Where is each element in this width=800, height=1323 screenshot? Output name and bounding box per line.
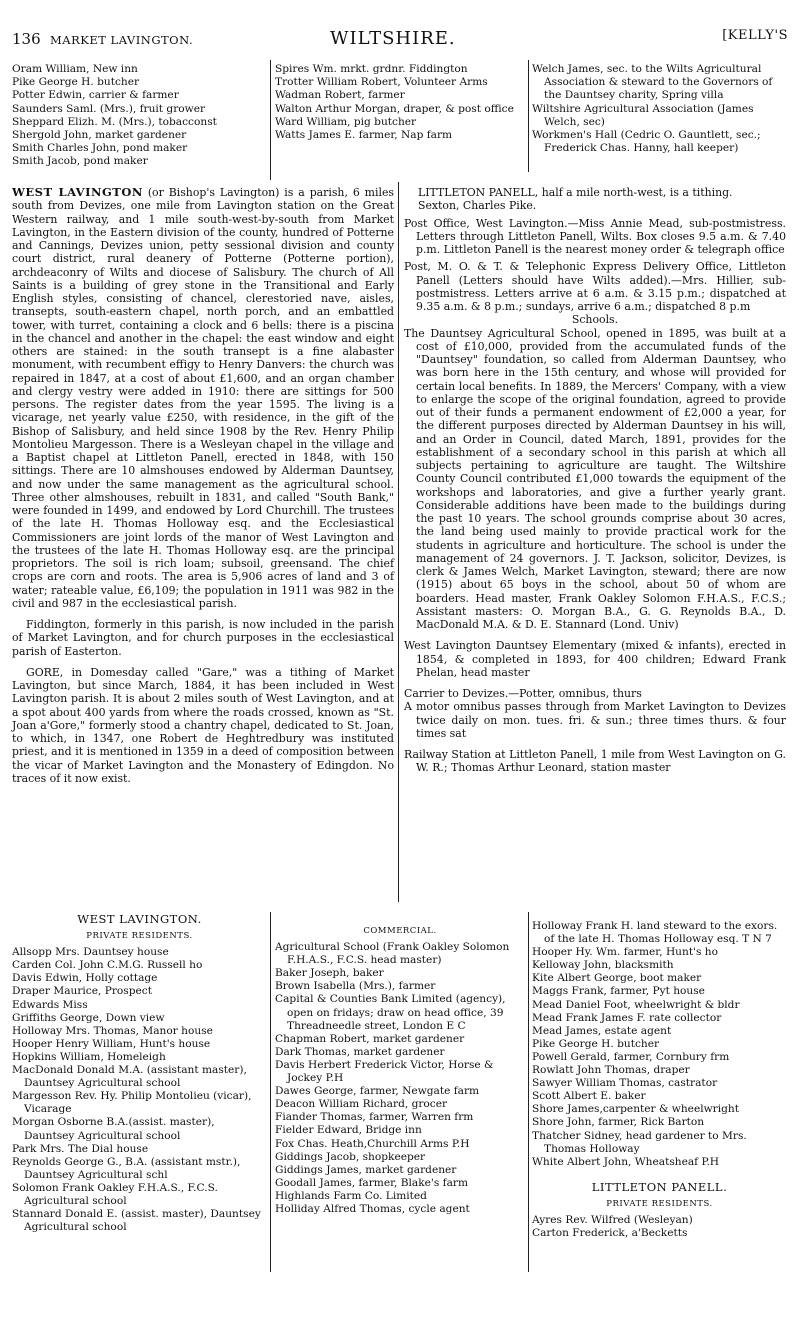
column-rule: [528, 912, 529, 1272]
directory-entry: MacDonald Donald M.A. (assistant master), Dauntsey Agricultural school: [12, 1064, 247, 1090]
directory-entry: White Albert John, Wheatsheaf P.H: [532, 1155, 720, 1168]
post-office-entry: Post Office, West Lavington.—Miss Annie Mead, sub-postmistress. Letters through Littleton Panell, Wilts. Box closes 9.5 a.m. & 7.40 p.m. Littleton Panell is the nearest money order & telegraph office: [404, 216, 786, 256]
directory-entry: Pike George H. butcher: [12, 76, 140, 89]
directory-entry: Park Mrs. The Dial house: [12, 1142, 149, 1155]
gore-heading: GORE,: [26, 665, 64, 679]
directory-entry: Dawes George, farmer, Newgate farm: [275, 1085, 480, 1098]
directory-entry: Griffiths George, Down view: [12, 1011, 165, 1024]
directory-entry: Baker Joseph, baker: [275, 967, 384, 980]
directory-entry: Morgan Osborne B.A.(assist. master), Dauntsey Agricultural school: [12, 1116, 215, 1142]
dauntsey-school-entry: The Dauntsey Agricultural School, opened in 1895, was built at a cost of £10,000, provided from the accumulated funds of the "Dauntsey" foundation, so called from Alderman Dauntsey, who was born here in the 15th century, and whose will provided for certain local benefits. In 1889, the Mercers' Company, with a view to enlarge the scope of the original foundation, agreed to provide out of their funds a permanent endowment of £2,000 a year, for the different purposes directed by Alderman Dauntsey in his will, and an Order in Council, dated March, 1891, provides for the establishment of a secondary school in this parish at which all subjects pertaining to agriculture are taught. The Wiltshire County Council contributed £1,000 towards the equipment of the workshops and laboratories, and give a further yearly grant. Considerable additions have been made to the buildings during the past 10 years. The school grounds comprise about 30 acres, the land being used mainly to provide practical work for the students in agriculture and horticulture. The school is under the management of 24 governors. J. T. Jackson, solicitor, Devizes, is clerk & James Welch, Market Lavington, steward; there are now (1915) about 65 boys in the school, about 50 of whom are boarders. Head master, Frank Oakley Solomon F.H.A.S., F.C.S.; Assistant masters: O. Morgan B.A., G. G. Reynolds B.A., D. MacDonald M.A. & D. E. Stannard (Lond. Univ): [404, 326, 786, 631]
directory-entry: Hooper Henry William, Hunt's house: [12, 1037, 211, 1050]
directory-entry: Fox Chas. Heath,Churchill Arms P.H: [275, 1137, 470, 1150]
west-lavington-section-heading: WEST LAVINGTON.: [77, 912, 202, 926]
directory-entry: Allsopp Mrs. Dauntsey house: [12, 946, 169, 959]
private-residents-column: [12, 913, 267, 1234]
directory-entry: Saunders Saml. (Mrs.), fruit grower: [12, 102, 206, 115]
littleton-private-residents-heading: PRIVATE RESIDENTS.: [606, 1198, 713, 1209]
directory-entry: Mead Daniel Foot, wheelwright & bldr: [532, 998, 740, 1011]
directory-entry: Giddings Jacob, shopkeeper: [275, 1150, 426, 1163]
directory-entry: Scott Albert E. baker: [532, 1090, 646, 1103]
directory-entry: Ward William, pig butcher: [275, 115, 417, 128]
directory-entry: Giddings James, market gardener: [275, 1163, 457, 1176]
column-rule: [270, 60, 271, 180]
directory-entry: Goodall James, farmer, Blake's farm: [275, 1176, 468, 1189]
directory-entry: Trotter William Robert, Volunteer Arms: [275, 76, 488, 89]
directory-entry: Smith Jacob, pond maker: [12, 155, 148, 168]
directory-entry: Fiander Thomas, farmer, Warren frm: [275, 1111, 474, 1124]
littleton-body: half a mile north-west, is a tithing.: [541, 186, 733, 199]
directory-entry: Potter Edwin, carrier & farmer: [12, 89, 179, 102]
top-directory-col-3: [532, 63, 787, 155]
schools-heading: Schools.: [571, 313, 619, 327]
directory-entry: Fielder Edward, Bridge inn: [275, 1124, 422, 1137]
fiddington-paragraph: Fiddington, formerly in this parish, is now included in the parish of Market Lavington, and for church purposes in the ecclesiastical parish of Easterton.: [12, 618, 394, 658]
directory-entry: Capital & Counties Bank Limited (agency), open on fridays; draw on head office, 39 Threadneedle street, London E C: [275, 993, 506, 1032]
directory-entry: Shore John, farmer, Rick Barton: [532, 1116, 705, 1129]
carrier-entry: Carrier to Devizes.—Potter, omnibus, thurs: [404, 687, 642, 700]
directory-entry: Wiltshire Agricultural Association (James Welch, sec): [532, 102, 754, 128]
directory-entry: Rowlatt John Thomas, draper: [532, 1064, 690, 1077]
directory-entry: Hopkins William, Homeleigh: [12, 1050, 166, 1063]
running-head: MARKET LAVINGTON.: [50, 33, 194, 47]
commercial-heading: COMMERCIAL.: [363, 926, 437, 936]
littleton-paragraph: [404, 186, 786, 199]
directory-entry: Holliday Alfred Thomas, cycle agent: [275, 1202, 470, 1215]
directory-entry: Deacon William Richard, grocer: [275, 1098, 448, 1111]
directory-entry: Dark Thomas, market gardener: [275, 1045, 445, 1058]
west-lavington-body: (or Bishop's Lavington) is a parish, 6 miles south from Devizes, one mile from Lavington station on the Great Western railway, and 1 mile south-west-by-south from Market Lavington, in the Eastern division of the county, hundred of Potterne and Cannings, Devizes union, petty sessional division and county court district, rural deanery of Potterne (Potterne portion), archdeaconry of Wilts and diocese of Salisbury. The church of All Saints is a building of grey stone in the Transitional and Early English styles, consisting of chancel, clerestoried nave, aisles, transepts, south-eastern chapel, north porch, and an embattled tower, with turret, containing a clock and 6 bells: there is a piscina in the chancel and another in the chapel: the east window and eight others are stained: in the south transept is a fine alabaster monument, with recumbent effigy to Henry Danvers: the church was repaired in 1847, at a cost of about £1,600, and an organ chamber and clergy vestry were added in 1910: there are sittings for 500 persons. The register dates from the year 1595. The living is a vicarage, net yearly value £250, with residence, in the gift of the Bishop of Salisbury, and held since 1908 by the Rev. Henry Philip Montolieu Margesson. There is a Wesleyan chapel in the village and a Baptist chapel at Littleton Panell, erected in 1848, with 150 sittings. There are 10 almshouses endowed by Alderman Dauntsey, and now under the same management as the agricultural school. Three other almshouses, rebuilt in 1831, and called "South Bank," were founded in 1499, and endowed by Lord Churchill. The trustees of the late H. Thomas Holloway esq. and the Ecclesiastical Commissioners are joint lords of the manor of West Lavington and the trustees of the late H. Thomas Holloway esq. are the principal proprietors. The soil is rich loam; subsoil, greensand. The chief crops are corn and roots. The area is 5,906 acres of land and 3 of water; rateable value, £6,109; the population in 1911 was 982 in the civil and 987 in the ecclesiastical parish.: [12, 186, 394, 610]
top-directory-col-2: [275, 63, 525, 142]
directory-entry: Oram William, New inn: [12, 63, 138, 75]
directory-entry: Shergold John, market gardener: [12, 129, 187, 142]
directory-entry: Carden Col. John C.M.G. Russell ho: [12, 959, 203, 972]
directory-entry: Workmen's Hall (Cedric O. Gauntlett, sec.; Frederick Chas. Hanny, hall keeper): [532, 129, 761, 155]
directory-entry: Holloway Mrs. Thomas, Manor house: [12, 1024, 213, 1037]
directory-entry: Welch James, sec. to the Wilts Agricultural Association & steward to the Governors of the Dauntsey charity, Spring villa: [532, 63, 773, 102]
parish-description: [12, 186, 394, 785]
directory-entry: Pike George H. butcher: [532, 1037, 660, 1050]
littleton-heading: LITTLETON PANELL,: [418, 186, 539, 199]
directory-entry: Edwards Miss: [12, 998, 88, 1011]
column-rule: [398, 182, 399, 902]
elementary-school-entry: West Lavington Dauntsey Elementary (mixed & infants), erected in 1854, & completed in 1893, for 400 children; Edward Frank Phelan, head master: [404, 639, 786, 679]
littleton-description: [404, 186, 786, 775]
directory-entry: Spires Wm. mrkt. grdnr. Fiddington: [275, 63, 468, 75]
directory-entry: Ayres Rev. Wilfred (Wesleyan): [532, 1213, 693, 1226]
directory-entry: Smith Charles John, pond maker: [12, 142, 188, 155]
county-title: WILTSHIRE.: [330, 28, 456, 49]
littleton-panell-section-heading: LITTLETON PANELL.: [591, 1179, 728, 1194]
directory-entry: Sheppard Elizh. M. (Mrs.), tobacconst: [12, 115, 217, 128]
directory-entry: Stannard Donald E. (assist. master), Dauntsey Agricultural school: [12, 1208, 261, 1234]
directory-entry: Shore James,carpenter & wheelwright: [532, 1103, 739, 1116]
directory-entry: Margesson Rev. Hy. Philip Montolieu (vicar), Vicarage: [12, 1090, 252, 1116]
top-directory-col-1: [12, 63, 267, 169]
directory-entry: Kite Albert George, boot maker: [532, 972, 702, 985]
directory-entry: Davis Edwin, Holly cottage: [12, 972, 158, 985]
gore-body: in Domesday called "Gare," was a tithing of Market Lavington, but since March, 1884, it has been included in West Lavington parish. It is about 2 miles south of West Lavington, and at a spot about 400 yards from where the roads crossed, known as "St. Joan a'Gore," formerly stood a chantry chapel, dedicated to St. Joan, to which, in 1347, one Robert de Heghtredbury was instituted priest, and it is mentioned in 1359 in a deed of composition between the vicar of Market Lavington and the Monastery of Edingdon. No traces of it now exist.: [12, 665, 394, 785]
page-number: 136: [12, 30, 41, 48]
directory-entry: Holloway Frank H. land steward to the exors. of the late H. Thomas Holloway esq. T N 7: [532, 920, 778, 946]
directory-entry: Draper Maurice, Prospect: [12, 985, 152, 998]
directory-entry: Carton Frederick, a'Becketts: [532, 1227, 688, 1240]
directory-entry: Brown Isabella (Mrs.), farmer: [275, 980, 436, 993]
gore-paragraph: [12, 666, 394, 785]
page-header: [0, 28, 800, 52]
commercial-column: [275, 925, 525, 1216]
directory-entry: Agricultural School (Frank Oakley Solomon F.H.A.S., F.C.S. head master): [275, 941, 510, 967]
directory-entry: Watts James E. farmer, Nap farm: [275, 129, 453, 142]
directory-entry: Mead Frank James F. rate collector: [532, 1011, 722, 1024]
directory-entry: Mead James, estate agent: [532, 1024, 672, 1037]
directory-entry: Thatcher Sidney, head gardener to Mrs. Thomas Holloway: [532, 1129, 747, 1155]
column-rule: [528, 60, 529, 172]
directory-entry: Kelloway John, blacksmith: [532, 959, 674, 972]
directory-entry: Chapman Robert, market gardener: [275, 1032, 465, 1045]
west-lavington-paragraph: [12, 186, 394, 610]
west-lavington-heading: WEST LAVINGTON: [12, 185, 143, 199]
directory-entry: Reynolds George G., B.A. (assistant mstr.), Dauntsey Agricultural schl: [12, 1155, 241, 1181]
post-mot-entry: Post, M. O. & T. & Telephonic Express Delivery Office, Littleton Panell (Letters should have Wilts added).—Mrs. Hillier, sub-postmistress. Letters arrive at 6 a.m. & 3.15 p.m.; dispatched at 9.35 a.m. & 8 p.m.; sundays, arrive 6 a.m.; dispatched 8 p.m: [404, 260, 786, 313]
railway-entry: Railway Station at Littleton Panell, 1 mile from West Lavington on G. W. R.; Thomas Arthur Leonard, station master: [404, 748, 786, 775]
commercial-column-continued: [532, 920, 787, 1240]
private-residents-heading: PRIVATE RESIDENTS.: [86, 931, 193, 942]
publisher-mark: [KELLY'S: [722, 28, 788, 43]
directory-entry: Maggs Frank, farmer, Pyt house: [532, 985, 705, 998]
column-rule: [270, 912, 271, 1272]
sexton-line: Sexton, Charles Pike.: [418, 199, 537, 213]
directory-entry: Highlands Farm Co. Limited: [275, 1189, 427, 1202]
directory-entry: Powell Gerald, farmer, Cornbury frm: [532, 1050, 730, 1063]
directory-entry: Wadman Robert, farmer: [275, 89, 405, 102]
directory-entry: Sawyer William Thomas, castrator: [532, 1077, 718, 1090]
directory-entry: Davis Herbert Frederick Victor, Horse & Jockey P.H: [275, 1058, 494, 1085]
directory-entry: Walton Arthur Morgan, draper, & post office: [275, 102, 514, 115]
directory-entry: Solomon Frank Oakley F.H.A.S., F.C.S. Agricultural school: [12, 1181, 218, 1207]
motor-omnibus-entry: A motor omnibus passes through from Market Lavington to Devizes twice daily on mon. tues. fri. & sun.; three times thurs. & four times sat: [404, 700, 786, 740]
directory-entry: Hooper Hy. Wm. farmer, Hunt's ho: [532, 946, 719, 959]
